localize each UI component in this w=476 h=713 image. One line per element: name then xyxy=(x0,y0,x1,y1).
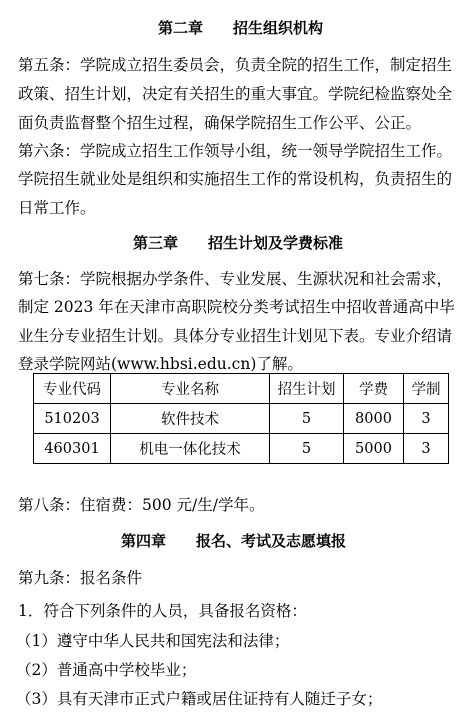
article-5-line-1: 第五条：学院成立招生委员会，负责全院的招生工作，制定招生 xyxy=(18,56,453,74)
article-9: 第九条：报名条件 xyxy=(18,569,143,587)
chapter-3-heading xyxy=(133,232,343,253)
cell-tuition: 5000 xyxy=(344,434,404,464)
chapter-4-title: 报名、考试及志愿填报 xyxy=(196,532,347,550)
chapter-2-heading xyxy=(158,17,323,38)
cell-tuition: 8000 xyxy=(344,404,404,434)
condition-3: （3）具有天津市正式户籍或居住证持有人随迁子女； xyxy=(16,690,383,708)
chapter-2-number: 第二章 xyxy=(158,19,204,37)
article-5-line-2: 政策、招生计划，决定有关招生的重大事宜。学院纪检监察处全 xyxy=(18,85,453,103)
condition-2: （2）普通高中学校毕业； xyxy=(16,661,197,679)
chapter-4-heading xyxy=(121,530,346,551)
chapter-2-title: 招生组织机构 xyxy=(233,19,324,37)
chapter-3-title: 招生计划及学费标准 xyxy=(208,234,344,252)
cell-major-name: 软件技术 xyxy=(111,404,270,434)
article-8: 第八条：住宿费：500 元/生/学年。 xyxy=(18,496,265,514)
article-6-line-2: 学院招生就业处是组织和实施招生工作的常设机构，负责招生的 xyxy=(18,170,453,188)
article-6-line-1: 第六条：学院成立招生工作领导小组，统一领导学院招生工作。 xyxy=(18,142,453,160)
article-7-line-2: 制定 2023 年在天津市高职院校分类考试招生中招收普通高中毕 xyxy=(18,298,455,316)
header-duration: 学制 xyxy=(404,374,449,404)
table-row xyxy=(34,404,449,434)
table-row xyxy=(34,434,449,464)
article-7-line-1: 第七条：学院根据办学条件、专业发展、生源状况和社会需求， xyxy=(18,270,453,288)
cell-major-code: 460301 xyxy=(34,434,111,464)
article-6-line-3: 日常工作。 xyxy=(18,199,96,217)
chapter-4-number: 第四章 xyxy=(121,532,167,550)
cell-duration: 3 xyxy=(404,404,449,434)
cell-major-code: 510203 xyxy=(34,404,111,434)
table-header-row xyxy=(34,374,449,404)
article-5-line-3: 面负责监督整个招生过程，确保学院招生工作公平、公正。 xyxy=(18,114,422,132)
condition-1: （1）遵守中华人民共和国宪法和法律； xyxy=(16,632,290,650)
header-major-name: 专业名称 xyxy=(111,374,270,404)
cell-enrollment-plan: 5 xyxy=(270,404,344,434)
cell-enrollment-plan: 5 xyxy=(270,434,344,464)
item-1: 1．符合下列条件的人员，具备报名资格： xyxy=(18,602,307,620)
header-major-code: 专业代码 xyxy=(34,374,111,404)
cell-major-name: 机电一体化技术 xyxy=(111,434,270,464)
article-7-line-4: 登录学院网站(www.hbsi.edu.cn)了解。 xyxy=(18,355,303,373)
cell-duration: 3 xyxy=(404,434,449,464)
header-enrollment-plan: 招生计划 xyxy=(270,374,344,404)
chapter-3-number: 第三章 xyxy=(133,234,179,252)
header-tuition: 学费 xyxy=(344,374,404,404)
enrollment-plan-table xyxy=(33,373,449,464)
article-7-line-3: 业生分专业招生计划。具体分专业招生计划见下表。专业介绍请 xyxy=(18,327,453,345)
